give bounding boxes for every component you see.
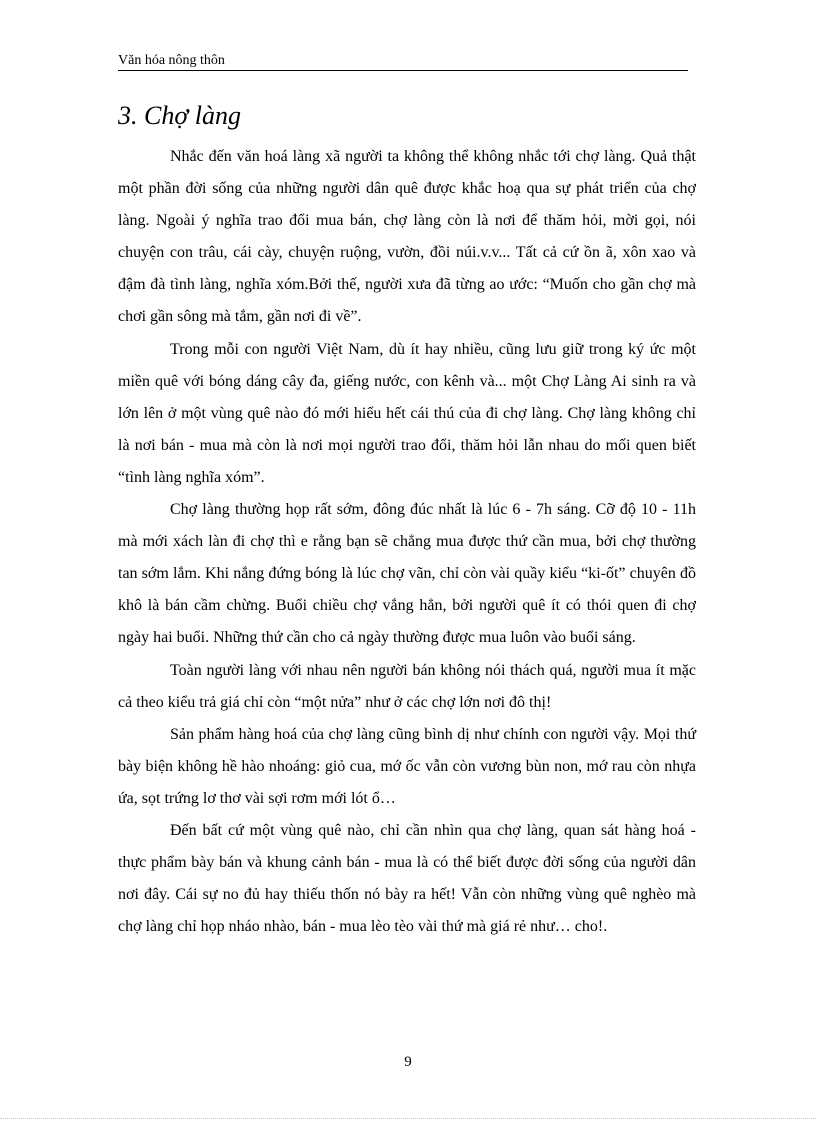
page-bottom-edge — [0, 1118, 816, 1119]
running-header-title: Văn hóa nông thôn — [118, 53, 225, 68]
paragraph-bargaining: Toàn người làng với nhau nên người bán không nói thách quá, người mua ít mặc cả theo kiểu trả giá chỉ còn “một nửa” như ở các chợ lớn nơi đô thị! — [118, 661, 696, 711]
paragraph-memory: Trong mỗi con người Việt Nam, dù ít hay nhiều, cũng lưu giữ trong ký ức một miền quê với bóng dáng cây đa, giếng nước, con kênh và... một Chợ Làng Ai sinh ra và lớn lên ở một vùng quê nào đó mới hiểu hết cái thú của đi chợ làng. Chợ làng không chỉ là nơi bán - mua mà còn là nơi mọi người trao đổi, thăm hỏi lẫn nhau do mối quen biết “tình làng nghĩa xóm”. — [118, 340, 696, 486]
paragraph-village-life: Đến bất cứ một vùng quê nào, chỉ cần nhìn qua chợ làng, quan sát hàng hoá - thực phẩm bày bán và khung cảnh bán - mua là có thể biết được đời sống của người dân nơi đây. Cái sự no đủ hay thiếu thốn nó bày ra hết! Vẫn còn những vùng quê nghèo mà chợ làng chỉ họp nháo nhào, bán - mua lèo tèo vài thứ mà giá rẻ như… cho!. — [118, 821, 696, 936]
body-text — [118, 141, 696, 943]
page-number: 9 — [404, 1054, 412, 1070]
paragraph-intro: Nhắc đến văn hoá làng xã người ta không thể không nhắc tới chợ làng. Quả thật một phần đời sống của những người dân quê được khắc hoạ qua sự phát triển của chợ làng. Ngoài ý nghĩa trao đổi mua bán, chợ làng còn là nơi để thăm hỏi, mời gọi, nói chuyện con trâu, cái cày, chuyện ruộng, vườn, đồi núi.v.v... Tất cả cứ ồn ã, xôn xao và đậm đà tình làng, nghĩa xóm.Bởi thế, người xưa đã từng ao ước: “Muốn cho gần chợ mà chơi gần sông mà tắm, gần nơi đi về”. — [118, 148, 696, 326]
paragraph-market-hours: Chợ làng thường họp rất sớm, đông đúc nhất là lúc 6 - 7h sáng. Cỡ độ 10 - 11h mà mới xách làn đi chợ thì e rằng bạn sẽ chẳng mua được thứ cần mua, bởi chợ thường tan sớm lắm. Khi nắng đứng bóng là lúc chợ vãn, chỉ còn vài quầy kiểu “ki-ốt” chuyên đồ khô là bán cầm chừng. Buổi chiều chợ vắng hẳn, bởi người quê ít có thói quen đi chợ ngày hai buổi. Những thứ cần cho cả ngày thường được mua luôn vào buổi sáng. — [118, 501, 696, 647]
running-header — [118, 54, 688, 71]
section-title: 3. Chợ làng — [118, 101, 241, 130]
paragraph-goods: Sản phẩm hàng hoá của chợ làng cũng bình dị như chính con người vậy. Mọi thứ bày biện không hề hào nhoáng: giỏ cua, mớ ốc vẫn còn vương bùn non, mớ rau còn nhựa ứa, sọt trứng lơ thơ vài sợi rơm mới lót ổ… — [118, 725, 696, 807]
